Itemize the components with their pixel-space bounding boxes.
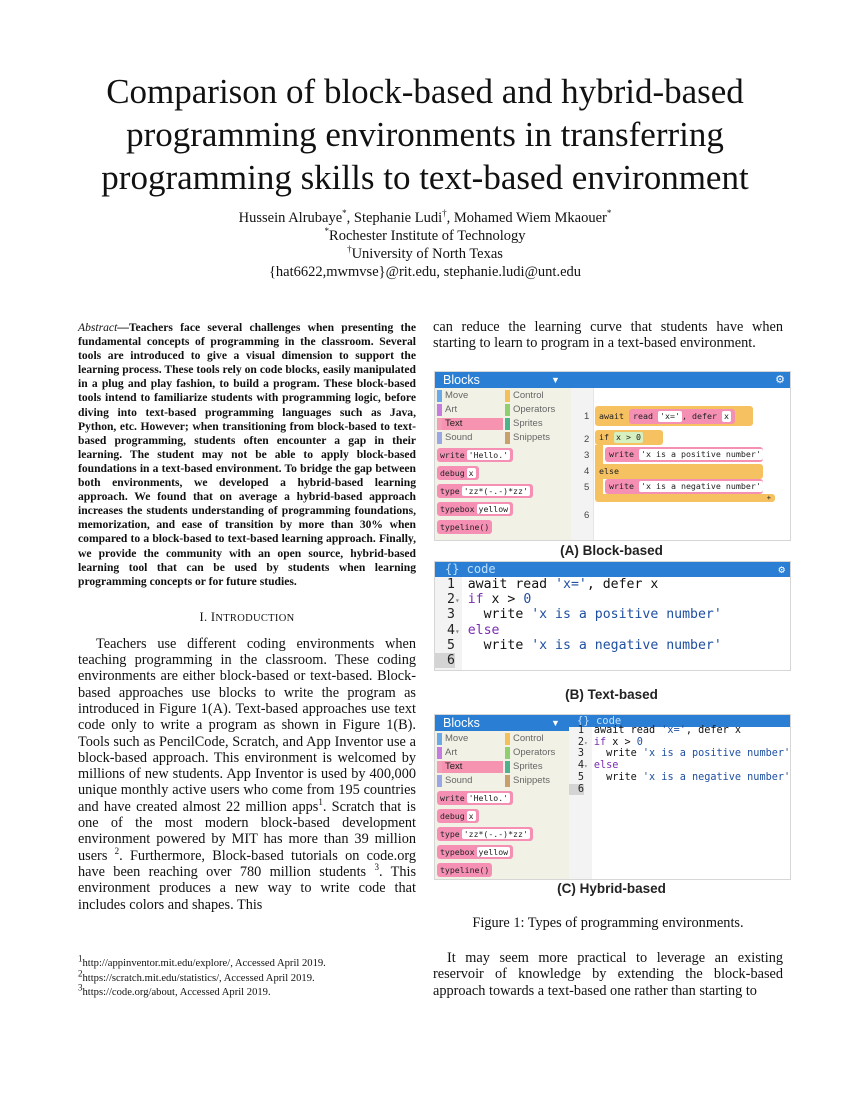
palette-block-write[interactable]: write 'Hello.' xyxy=(437,791,513,805)
subcaption-a: (A) Block-based xyxy=(560,543,663,558)
palette-block-typebox[interactable]: typebox yellow xyxy=(437,502,513,516)
line-number: 4 xyxy=(584,466,590,477)
code-line[interactable] xyxy=(435,592,790,608)
category-sound[interactable]: Sound xyxy=(437,432,507,444)
right-column-continuation: It may seem more practical to leverage an existing reservoir of knowledge by extending the block-based approach towards a text-based one rather than starting to xyxy=(433,950,783,999)
affiliation-unt: †University of North Texas xyxy=(347,244,503,262)
gear-icon[interactable]: ⚙ xyxy=(778,563,785,576)
section-heading: I. INTRODUCTION xyxy=(199,609,295,624)
code-token: write xyxy=(483,637,532,653)
code-token: 'x is a positive number' xyxy=(642,748,791,760)
abstract-lead: Abstract xyxy=(78,321,118,334)
code-token: 'x is a negative number' xyxy=(531,637,722,653)
hybrid-code-area xyxy=(569,715,790,879)
line-number: 1 xyxy=(447,577,455,592)
left-column xyxy=(78,321,416,913)
category-move[interactable]: Move xyxy=(437,390,507,402)
block-workspace xyxy=(571,374,790,540)
line-number: 4 xyxy=(577,760,584,772)
code-token: await read xyxy=(467,577,556,592)
code-token: , defer x xyxy=(586,577,659,592)
fold-marker[interactable]: ▾ xyxy=(584,763,588,771)
footnote-ref: 1 xyxy=(318,796,323,807)
line-number: 3 xyxy=(584,450,590,461)
fold-marker[interactable]: ▾ xyxy=(455,626,460,636)
title-line: Comparison of block-based and hybrid-based xyxy=(106,72,744,111)
palette-block-type[interactable]: type 'zz*(-.-)*zz' xyxy=(437,484,533,498)
block-palette xyxy=(435,388,571,540)
footnote-ref: 3 xyxy=(374,862,379,873)
code-token: x > xyxy=(606,736,637,748)
palette-block-typeline[interactable]: typeline() xyxy=(437,520,492,534)
category-control[interactable]: Control xyxy=(505,390,575,402)
figure-caption: Figure 1: Types of programming environments. xyxy=(472,915,744,931)
fold-marker[interactable]: ▾ xyxy=(455,596,460,606)
category-move[interactable]: Move xyxy=(437,733,507,745)
category-snippets[interactable]: Snippets xyxy=(505,775,575,787)
code-line[interactable] xyxy=(569,784,790,797)
code-token: else xyxy=(467,622,500,638)
category-sprites[interactable]: Sprites xyxy=(505,418,575,430)
line-number: 5 xyxy=(577,771,584,783)
author-block xyxy=(100,209,750,281)
category-sprites[interactable]: Sprites xyxy=(505,761,575,773)
code-line[interactable] xyxy=(435,638,790,654)
line-number: 4 xyxy=(447,622,455,638)
block-if[interactable]: if x > 0 xyxy=(595,430,663,445)
code-header: {} code ⚙ xyxy=(435,562,790,577)
code-token: 'x=' xyxy=(661,725,686,736)
block-write-positive[interactable]: write 'x is a positive number' xyxy=(605,447,763,462)
intro-paragraph: Teachers use different coding environments when teaching programming in the classroom. These coding environments are either block-based or text-based. Block-based approaches use blocks to write the program as introduced in Figure 1(A). Text-based approaches use text code only to write a program as shown in Figure 1(B). Tools such as PencilCode, Scratch, and App Inventor use a block-based approach. This environment is welcomed by millions of new students. App Inventor is used by 400,000 unique monthly active users who come from 195 countries and have created almost 22 million apps$^1$. Scratch that is one of the most modern block-based development environment powered by MIT has more than 39 million users $^2$. Furthermore, Block-based tutorials on code.org have been reaching over 780 million students $^3$. This environment produces a new way to write code that includes colors and shapes. This xyxy=(78,635,417,913)
line-number: 3 xyxy=(577,748,584,760)
category-operators[interactable]: Operators xyxy=(505,404,575,416)
category-text[interactable]: Text xyxy=(437,761,503,773)
subcaption-c: (C) Hybrid-based xyxy=(557,881,666,896)
code-token: else xyxy=(593,760,619,772)
code-token: , defer x xyxy=(685,725,742,736)
footnote-ref: 2 xyxy=(114,845,120,856)
category-art[interactable]: Art xyxy=(437,747,507,759)
paper-title xyxy=(40,70,810,199)
code-line[interactable] xyxy=(435,607,790,623)
code-token: 'x=' xyxy=(555,577,587,592)
code-token: if xyxy=(593,736,607,748)
footnote: $^2$https://scratch.mit.edu/statistics/, Accessed April 2019. xyxy=(78,967,315,984)
line-number: 6 xyxy=(569,784,584,796)
line-number: 5 xyxy=(447,637,455,653)
gear-icon[interactable]: ⚙ xyxy=(775,374,785,386)
block-write-negative[interactable]: write 'x is a negative number' xyxy=(605,479,763,494)
category-sound[interactable]: Sound xyxy=(437,775,507,787)
subcaption-b: (B) Text-based xyxy=(565,687,658,702)
title-line: programming skills to text-based environment xyxy=(101,158,749,197)
category-snippets[interactable]: Snippets xyxy=(505,432,575,444)
category-operators[interactable]: Operators xyxy=(505,747,575,759)
footnotes xyxy=(78,953,416,1001)
code-token: 'x is a negative number' xyxy=(642,771,791,783)
line-number: 6 xyxy=(584,510,590,521)
block-editor-a xyxy=(434,371,791,541)
hybrid-editor-c xyxy=(434,714,791,880)
add-block-icon[interactable]: + xyxy=(595,494,775,502)
code-token: write xyxy=(606,771,643,783)
palette-block-debug[interactable]: debug x xyxy=(437,809,479,823)
category-text[interactable]: Text xyxy=(437,418,503,430)
code-token: 0 xyxy=(523,592,532,608)
blocks-header: Blocks ▼ xyxy=(435,372,790,388)
dropdown-icon[interactable]: ▼ xyxy=(551,375,560,385)
fold-marker[interactable]: ▾ xyxy=(584,739,588,747)
line-number: 2 xyxy=(584,434,590,445)
block-else[interactable]: else xyxy=(595,464,763,479)
palette-block-write[interactable]: write 'Hello.' xyxy=(437,448,513,462)
workspace-header xyxy=(571,372,790,388)
author-emails: {hat6622,mwmvse}@rit.edu, stephanie.ludi@unt.edu xyxy=(268,264,582,280)
right-column-text: can reduce the learning curve that students have when starting to learn to program in a text-based environment. xyxy=(433,319,783,352)
abstract xyxy=(78,321,416,589)
code-token: 0 xyxy=(636,736,643,748)
footnote: $^3$https://code.org/about, Accessed April 2019. xyxy=(78,982,271,998)
line-number: 6 xyxy=(435,653,455,668)
title-line: programming environments in transferring xyxy=(126,115,724,154)
dropdown-icon[interactable]: ▼ xyxy=(551,718,560,728)
line-number: 1 xyxy=(584,411,590,422)
line-number: 5 xyxy=(584,482,590,493)
line-number: 2 xyxy=(447,592,455,608)
code-token: 'x is a positive number' xyxy=(531,607,722,623)
line-number: 2 xyxy=(577,736,584,748)
palette-block-debug[interactable]: debug x xyxy=(437,466,479,480)
footnote: $^1$http://appinventor.mit.edu/explore/, Accessed April 2019. xyxy=(78,953,326,969)
line-gutter xyxy=(571,388,594,540)
blocks-header: Blocks ▼ xyxy=(435,715,569,731)
line-number: 3 xyxy=(447,607,455,623)
code-line[interactable] xyxy=(435,653,790,669)
code-token: if xyxy=(467,592,484,608)
code-line[interactable] xyxy=(435,623,790,639)
line-number: 1 xyxy=(577,725,584,736)
palette-block-typebox[interactable]: typebox yellow xyxy=(437,845,513,859)
palette-block-type[interactable]: type 'zz*(-.-)*zz' xyxy=(437,827,533,841)
code-token: x > xyxy=(483,592,524,608)
block-palette xyxy=(435,731,569,879)
author-names: Hussein Alrubaye*, Stephanie Ludi†, Mohamed Wiem Mkaouer* xyxy=(238,208,612,226)
code-header: {} code xyxy=(569,715,790,727)
category-control[interactable]: Control xyxy=(505,733,575,745)
category-art[interactable]: Art xyxy=(437,404,507,416)
abstract-text: —Teachers face several challenges when presenting the fundamental concepts of programming in the classroom. Several tools are introduced to give a visual dimension to support the learning process. These tools rely on code blocks, easily manipulated in a plug and play fashion, to build a program. These block-based tools intend to familiarize students with programming logic, before diving into text-based programming languages such as Java, Python, etc. However; when transitioning from block-based to text-based programming, students often encounter a gap in their learning. The student may not be able to apply block-based foundations in a text-based environment. To bridge the gap between both environments, we developed a hybrid-based learning approach. We found that on average a hybrid-based approach increases the students understanding of programming foundations, memorization, and ease of transition by more than 30% when compared to a block-based to text-based learning approach. Finally, we provide the community with an open source, hybrid-based learning tool that can be used by students when learning programming concepts or for future studies. xyxy=(78,321,416,588)
code-token: write xyxy=(483,607,532,623)
text-editor-b xyxy=(434,561,791,671)
code-token: write xyxy=(606,748,643,760)
affiliation-rit: *Rochester Institute of Technology xyxy=(324,226,526,244)
palette-block-typeline[interactable]: typeline() xyxy=(437,863,492,877)
block-await[interactable]: await read 'x=' , defer x xyxy=(595,406,753,426)
code-token: await read xyxy=(593,725,662,736)
code-line[interactable] xyxy=(435,577,790,593)
